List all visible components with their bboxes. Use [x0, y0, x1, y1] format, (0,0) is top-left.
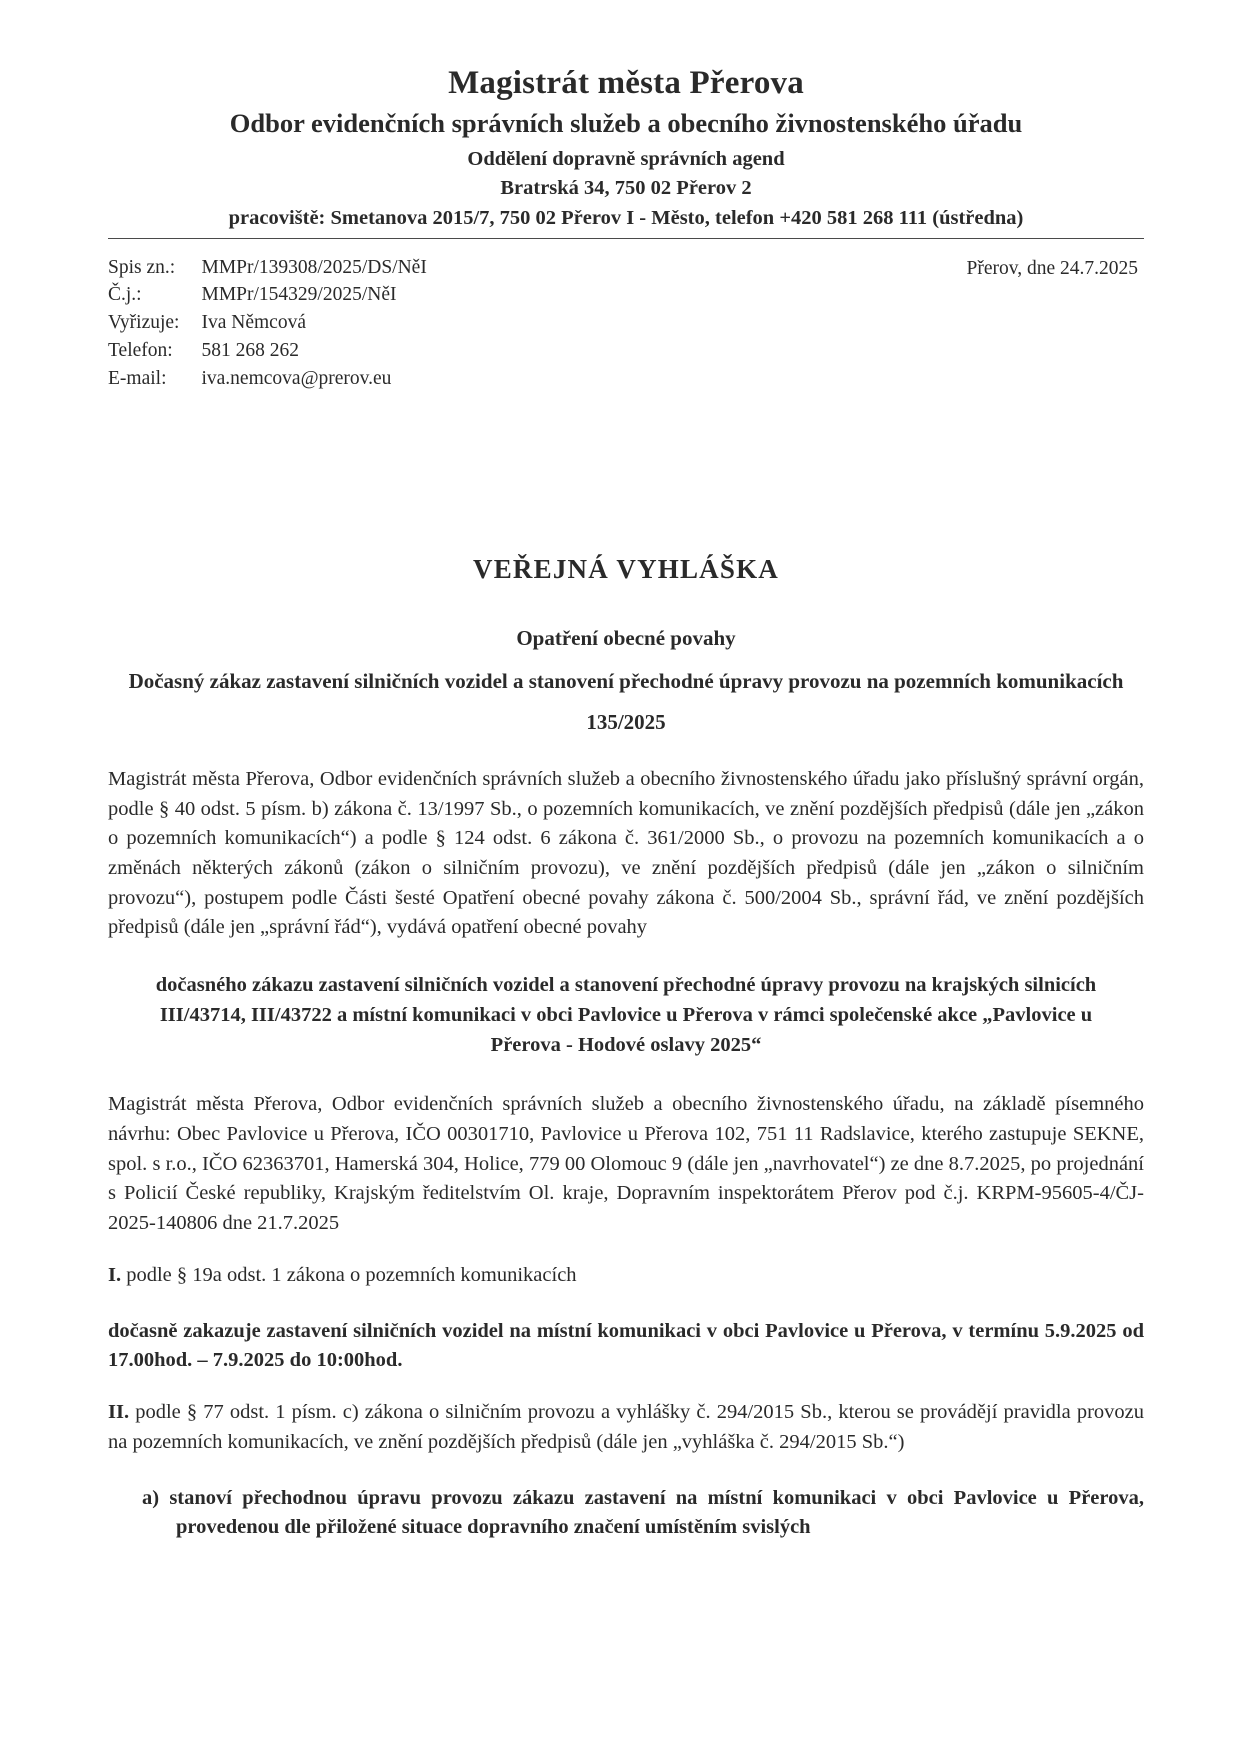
place-and-date: Přerov, dne 24.7.2025: [966, 257, 1138, 279]
office-line: pracoviště: Smetanova 2015/7, 750 02 Přerov I - Město, telefon +420 581 268 111 (ústředna): [228, 206, 1024, 229]
organization-title: Magistrát města Přerova: [448, 65, 804, 101]
ref-value-email: iva.nemcova@prerov.eu: [201, 368, 392, 390]
table-row: [108, 310, 427, 338]
ref-label-telefon: Telefon:: [108, 340, 173, 362]
ref-label-vyrizuje: Vyřizuje:: [108, 312, 180, 334]
ref-label-spis: Spis zn.:: [108, 256, 176, 278]
table-row: [108, 366, 427, 394]
point-a-text: stanoví přechodnou úpravu provozu zákazu zastavení na místní komunikaci v obci Pavlovice u Přerova, provedenou dle přiložené situace dopravního značení umístěním svislých: [159, 1486, 1144, 1539]
point-2-label: II.: [108, 1401, 130, 1424]
ref-label-email: E-mail:: [108, 368, 167, 390]
document-description: Dočasný zákaz zastavení silničních vozidel a stanovení přechodné úpravy provozu na pozemních komunikacích: [128, 669, 1124, 694]
ref-label-cj: Č.j.:: [108, 284, 142, 306]
ref-value-telefon: 581 268 262: [201, 340, 299, 362]
ref-value-cj: MMPr/154329/2025/NěI: [201, 284, 397, 306]
header-divider: [108, 238, 1144, 239]
intro-paragraph: Magistrát města Přerova, Odbor evidenčních správních služeb a obecního živnostenského úřadu jako příslušný správní orgán, podle § 40 odst. 5 písm. b) zákona č. 13/1997 Sb., o pozemních komunikacích, ve znění pozdějších předpisů (dále jen „zákon o pozemních komunikacích“) a podle § 124 odst. 6 zákona č. 361/2000 Sb., o provozu na pozemních komunikacích a o změnách některých zákonů (zákon o silničním provozu), ve znění pozdějších předpisů (dále jen „zákon o silničním provozu“), postupem podle Části šesté Opatření obecné povahy zákona č. 500/2004 Sb., správní řád, ve znění pozdějších předpisů (dále jen „správní řád“), vydává opatření obecné povahy: [108, 767, 1144, 939]
table-row: [108, 282, 427, 310]
letterhead: [108, 64, 1144, 236]
section-title: Oddělení dopravně správních agend: [467, 147, 785, 170]
point-2-paragraph: [108, 1398, 1144, 1457]
point-1-body-paragraph: dočasně zakazuje zastavení silničních vozidel na místní komunikaci v obci Pavlovice u Přerova, v termínu 5.9.2025 od 17.00hod. – 7.9.2025 do 10:00hod.: [108, 1319, 1144, 1372]
ref-value-vyrizuje: Iva Němcová: [201, 312, 306, 334]
document-number: 135/2025: [586, 709, 666, 734]
measure-paragraph: dočasného zákazu zastavení silničních vozidel a stanovení přechodné úpravy provozu na krajských silnicích III/43714, III/43722 a místní komunikaci v obci Pavlovice u Přerova v rámci společenské akce „Pavlovice u Přerova - Hodové oslavy 2025“: [155, 974, 1097, 1056]
document-title: VEŘEJNÁ VYHLÁŠKA: [473, 554, 779, 585]
reference-block: [108, 255, 1144, 395]
point-a-paragraph: [142, 1484, 1144, 1543]
point-1-label: I.: [108, 1263, 122, 1286]
department-title: Odbor evidenčních správních služeb a obecního živnostenského úřadu: [229, 107, 1023, 138]
point-a-label: a): [142, 1486, 160, 1509]
proposal-paragraph: Magistrát města Přerova, Odbor evidenčních správních služeb a obecního živnostenského úřadu, na základě písemného návrhu: Obec Pavlovice u Přerova, IČO 00301710, Pavlovice u Přerova 102, 751 11 Radslavice, kterého zastupuje SEKNE, spol. s r.o., IČO 62363701, Hamerská 304, Holice, 779 00 Olomouc 9 (dále jen „navrhovatel“) ze dne 8.7.2025, po projednání s Policií České republiky, Krajským ředitelstvím Ol. kraje, Dopravním inspektorátem Přerov pod č.j. KRPM-95605-4/ČJ-2025-140806 dne 21.7.2025: [108, 1093, 1144, 1235]
table-row: [108, 255, 427, 283]
point-1-paragraph: [108, 1261, 1144, 1291]
ref-value-spis: MMPr/139308/2025/DS/NěI: [201, 256, 427, 278]
table-row: [108, 338, 427, 366]
reference-table: [108, 255, 427, 395]
point-2-text: podle § 77 odst. 1 písm. c) zákona o silničním provozu a vyhlášky č. 294/2015 Sb., kterou se provádějí pravidla provozu na pozemních komunikacích, ve znění pozdějších předpisů (dále jen „vyhláška č. 294/2015 Sb.“): [108, 1401, 1144, 1453]
point-1-text: podle § 19a odst. 1 zákona o pozemních komunikacích: [121, 1263, 577, 1286]
document-subtitle: Opatření obecné povahy: [516, 626, 736, 651]
address-line: Bratrská 34, 750 02 Přerov 2: [500, 177, 752, 200]
